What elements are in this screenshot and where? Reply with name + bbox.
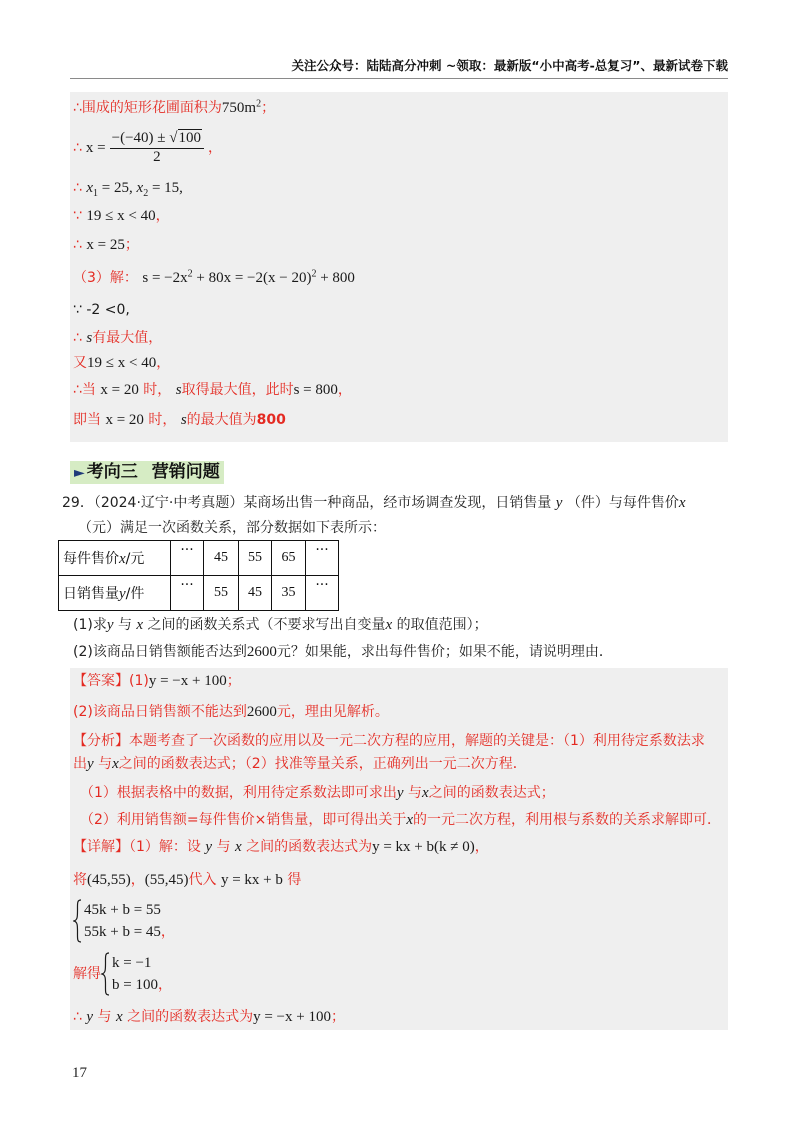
range-end: ， bbox=[155, 208, 170, 224]
a4-text-c: 之间的函数表达式；（2）找准等量关系，正确列出一元二次方程． bbox=[118, 756, 527, 772]
conclusion-text-a: 即当 bbox=[73, 412, 101, 428]
sqrt-symbol: √ bbox=[169, 130, 178, 146]
a4-text-a: 出 bbox=[73, 756, 87, 772]
area-exponent: 2 bbox=[256, 98, 262, 110]
table-cell: ··· bbox=[171, 576, 204, 611]
a8-text-a: 将 bbox=[73, 872, 87, 888]
range-expr: 19 ≤ x < 40 bbox=[86, 208, 156, 224]
solution-b: b = 100 bbox=[112, 977, 158, 993]
analysis-line-3 bbox=[80, 783, 555, 803]
solution-end: ， bbox=[157, 977, 172, 993]
again-expr: 19 ≤ x < 40 bbox=[87, 355, 157, 371]
table-row bbox=[59, 576, 339, 611]
part3-power-1: 2 bbox=[187, 268, 193, 280]
result-line bbox=[73, 235, 139, 255]
part3-expr-2: + 80x = −2(x − 20) bbox=[192, 270, 312, 286]
root1-var: x bbox=[86, 180, 94, 196]
section-title: 营销问题 bbox=[151, 462, 220, 482]
a7-expr: y = kx + b(k ≠ 0) bbox=[372, 839, 475, 855]
area-text: ∴围成的矩形花圃面积为 bbox=[73, 100, 222, 116]
answer-end: ； bbox=[226, 673, 241, 689]
therefore-symbol: ∴ bbox=[73, 180, 82, 196]
q1-var-x: x bbox=[136, 617, 144, 633]
result-end: ； bbox=[124, 237, 139, 253]
root1-sub: 1 bbox=[93, 187, 99, 199]
page-header: 关注公众号：陆陆高分冲刺 ~领取：最新版“小中高考-总复习”、最新试卷下载 bbox=[291, 58, 728, 73]
a8-text-d: 得 bbox=[287, 872, 302, 888]
a7-var-y: y bbox=[205, 839, 213, 855]
result-expr: x = 25 bbox=[86, 237, 125, 253]
row-label bbox=[59, 576, 171, 611]
a4-var-x: x bbox=[112, 756, 119, 772]
answer-label: 【答案】(1) bbox=[73, 673, 149, 689]
row-label bbox=[59, 541, 171, 576]
part3-power-2: 2 bbox=[311, 268, 317, 280]
when-text-a: ∴当 bbox=[73, 382, 96, 398]
root2-sub: 2 bbox=[143, 187, 149, 199]
conclusion-line bbox=[73, 410, 286, 430]
a11-therefore: ∴ bbox=[73, 1009, 82, 1025]
a5-var-y: y bbox=[396, 785, 404, 801]
a8-expr: y = kx + b bbox=[220, 872, 283, 888]
equation-system-line bbox=[73, 899, 175, 943]
data-table bbox=[58, 540, 339, 611]
again-range-line bbox=[73, 353, 170, 373]
roots-line bbox=[73, 178, 183, 198]
quadratic-formula-line bbox=[73, 127, 222, 169]
a5-text-c: 之间的函数表达式； bbox=[428, 785, 555, 801]
formula-end: ， bbox=[208, 140, 223, 156]
row-label-unit: /件 bbox=[125, 586, 145, 602]
table-cell: ··· bbox=[306, 541, 339, 576]
q2-number: 2600 bbox=[246, 644, 277, 660]
when-text-b: 时， bbox=[143, 382, 172, 398]
table-cell: 65 bbox=[272, 541, 306, 576]
range-line bbox=[73, 206, 170, 226]
a7-end: ， bbox=[474, 839, 489, 855]
again-text: 又 bbox=[73, 355, 87, 371]
section-heading bbox=[70, 461, 224, 484]
a11-text-c: 之间的函数表达式为 bbox=[127, 1009, 254, 1025]
left-brace-icon bbox=[101, 952, 110, 996]
negative-coef-line: ∵ -2 <0, bbox=[73, 302, 130, 318]
equation-2: 55k + b = 45 bbox=[84, 924, 161, 940]
a11-expr: y = −x + 100 bbox=[253, 1009, 331, 1025]
a8-point-2: (55,45) bbox=[144, 872, 189, 888]
row-label-text: 每件售价 bbox=[63, 551, 119, 567]
detail-conclusion-line bbox=[73, 1007, 345, 1027]
left-brace-icon bbox=[73, 899, 82, 943]
part3-expr-3: + 800 bbox=[316, 270, 355, 286]
question-text-b: （件）与每件售价 bbox=[566, 495, 679, 511]
row-label-var: x bbox=[119, 551, 126, 567]
therefore-symbol: ∴ bbox=[73, 140, 82, 156]
q2-text-b: 元？如果能，求出每件售价；如果不能，请说明理由． bbox=[276, 644, 613, 660]
fraction bbox=[110, 130, 204, 166]
a11-var-y: y bbox=[86, 1009, 94, 1025]
q1-var-y: y bbox=[106, 617, 114, 633]
question-var-x: x bbox=[678, 495, 686, 511]
analysis-line-1: 【分析】本题考查了一次函数的应用以及一元二次方程的应用，解题的关键是：（1）利用待定系数法求 bbox=[73, 733, 705, 749]
answer-expr: y = −x + 100 bbox=[148, 673, 227, 689]
page-number: 17 bbox=[72, 1065, 87, 1081]
has-max-text: 有最大值， bbox=[92, 330, 163, 346]
a6-var-x: x bbox=[406, 812, 414, 828]
section-label: 考向三 bbox=[86, 462, 138, 482]
part3-line bbox=[73, 268, 355, 288]
again-end: ， bbox=[156, 355, 171, 371]
part3-expr-1: s = −2x bbox=[142, 270, 188, 286]
a7-text-a: 【详解】（1）解：设 bbox=[73, 839, 201, 855]
solutions bbox=[112, 952, 158, 996]
arrow-icon: ► bbox=[74, 465, 85, 481]
solution-system-line bbox=[73, 952, 172, 996]
a8-text-c: 代入 bbox=[188, 872, 217, 888]
detail-line-2 bbox=[73, 870, 301, 890]
equation-1: 45k + b = 55 bbox=[84, 902, 161, 918]
question-line-1 bbox=[62, 493, 686, 513]
system-end: ， bbox=[160, 924, 175, 940]
q1-text-a: (1)求 bbox=[73, 617, 107, 633]
root2-value: = 15, bbox=[148, 180, 183, 196]
answer2-text-a: (2)该商品日销售额不能达到 bbox=[73, 704, 247, 720]
a5-text-b: 与 bbox=[408, 785, 423, 801]
solve-text: 解得 bbox=[73, 966, 101, 982]
when-text-c: 取得最大值，此时 bbox=[181, 382, 294, 398]
a5-text-a: （1）根据表格中的数据，利用待定系数法即可求出 bbox=[80, 785, 397, 801]
conclusion-value: 800 bbox=[256, 412, 286, 428]
a7-text-b: 与 bbox=[216, 839, 231, 855]
formula-lhs: x = bbox=[85, 140, 106, 156]
area-end: ； bbox=[261, 100, 276, 116]
numerator-prefix: −(−40) ± bbox=[111, 130, 170, 146]
area-line bbox=[73, 98, 275, 118]
q1-var-x2: x bbox=[385, 617, 393, 633]
has-max-line bbox=[73, 328, 162, 348]
conclusion-text-b: 时， bbox=[148, 412, 177, 428]
conclusion-text-c: 的最大值为 bbox=[186, 412, 257, 428]
table-row bbox=[59, 541, 339, 576]
a8-text-b: ， bbox=[130, 872, 145, 888]
table-cell: ··· bbox=[171, 541, 204, 576]
a11-end: ； bbox=[330, 1009, 345, 1025]
a6-text-a: （2）利用销售额=每件售价×销售量，即可得出关于 bbox=[80, 812, 407, 828]
root2-var: x bbox=[136, 180, 144, 196]
a7-text-c: 之间的函数表达式为 bbox=[246, 839, 373, 855]
a7-var-x: x bbox=[234, 839, 242, 855]
sub-question-1 bbox=[73, 615, 488, 635]
when-s-value: s = 800 bbox=[293, 382, 338, 398]
question-var-y: y bbox=[555, 495, 563, 511]
row-label-text: 日销售量 bbox=[63, 586, 119, 602]
equations bbox=[84, 899, 161, 943]
answer2-text-b: 元，理由见解析。 bbox=[276, 704, 389, 720]
s-var: s bbox=[86, 330, 93, 346]
analysis-line-2 bbox=[73, 754, 527, 774]
table-cell: 45 bbox=[204, 541, 239, 576]
a11-var-x: x bbox=[115, 1009, 123, 1025]
solution-k: k = −1 bbox=[112, 955, 152, 971]
therefore-symbol: ∴ bbox=[73, 237, 82, 253]
answer-line-2 bbox=[73, 702, 389, 722]
q1-text-b: 与 bbox=[117, 617, 132, 633]
a6-text-b: 的一元二次方程，利用根与系数的关系求解即可． bbox=[413, 812, 722, 828]
table-cell: 55 bbox=[204, 576, 239, 611]
a4-text-b: 与 bbox=[98, 756, 113, 772]
table-cell: 45 bbox=[239, 576, 272, 611]
root1-value: = 25, bbox=[98, 180, 137, 196]
radicand: 100 bbox=[178, 130, 202, 146]
because-symbol: ∵ bbox=[73, 208, 82, 224]
therefore-symbol: ∴ bbox=[73, 330, 82, 346]
a5-var-x: x bbox=[422, 785, 429, 801]
solution-system bbox=[101, 952, 158, 996]
a8-point-1: (45,55) bbox=[87, 872, 131, 888]
header-divider bbox=[70, 78, 728, 79]
q1-text-d: 的取值范围）； bbox=[396, 617, 488, 633]
when-s: s bbox=[175, 382, 182, 398]
answer-line-1 bbox=[73, 671, 241, 691]
a4-var-y: y bbox=[87, 756, 94, 772]
row-label-unit: /元 bbox=[125, 551, 145, 567]
sub-question-2 bbox=[73, 642, 613, 662]
analysis-line-4 bbox=[80, 810, 721, 830]
table-cell: 35 bbox=[272, 576, 306, 611]
q1-text-c: 之间的函数关系式（不要求写出自变量 bbox=[147, 617, 386, 633]
fraction-denominator: 2 bbox=[153, 149, 161, 165]
question-text-a: 29．（2024·辽宁·中考真题）某商场出售一种商品，经市场调查发现，日销售量 bbox=[62, 495, 552, 511]
detail-line-1 bbox=[73, 837, 489, 857]
question-line-2: （元）满足一次函数关系，部分数据如下表所示： bbox=[78, 520, 386, 536]
when-text-d: ， bbox=[337, 382, 352, 398]
conclusion-s: s bbox=[180, 412, 187, 428]
q2-text-a: (2)该商品日销售额能否达到 bbox=[73, 644, 247, 660]
answer2-number: 2600 bbox=[246, 704, 277, 720]
conclusion-x: x = 20 bbox=[105, 412, 144, 428]
when-x: x = 20 bbox=[100, 382, 139, 398]
row-label-var: y bbox=[119, 586, 126, 602]
fraction-numerator bbox=[110, 130, 204, 149]
a11-text-b: 与 bbox=[97, 1009, 112, 1025]
table-cell: 55 bbox=[239, 541, 272, 576]
max-when-line bbox=[73, 380, 352, 400]
area-value: 750m bbox=[221, 100, 257, 116]
part3-label: （3）解： bbox=[73, 270, 138, 286]
table-cell: ··· bbox=[306, 576, 339, 611]
equation-system bbox=[73, 899, 161, 943]
